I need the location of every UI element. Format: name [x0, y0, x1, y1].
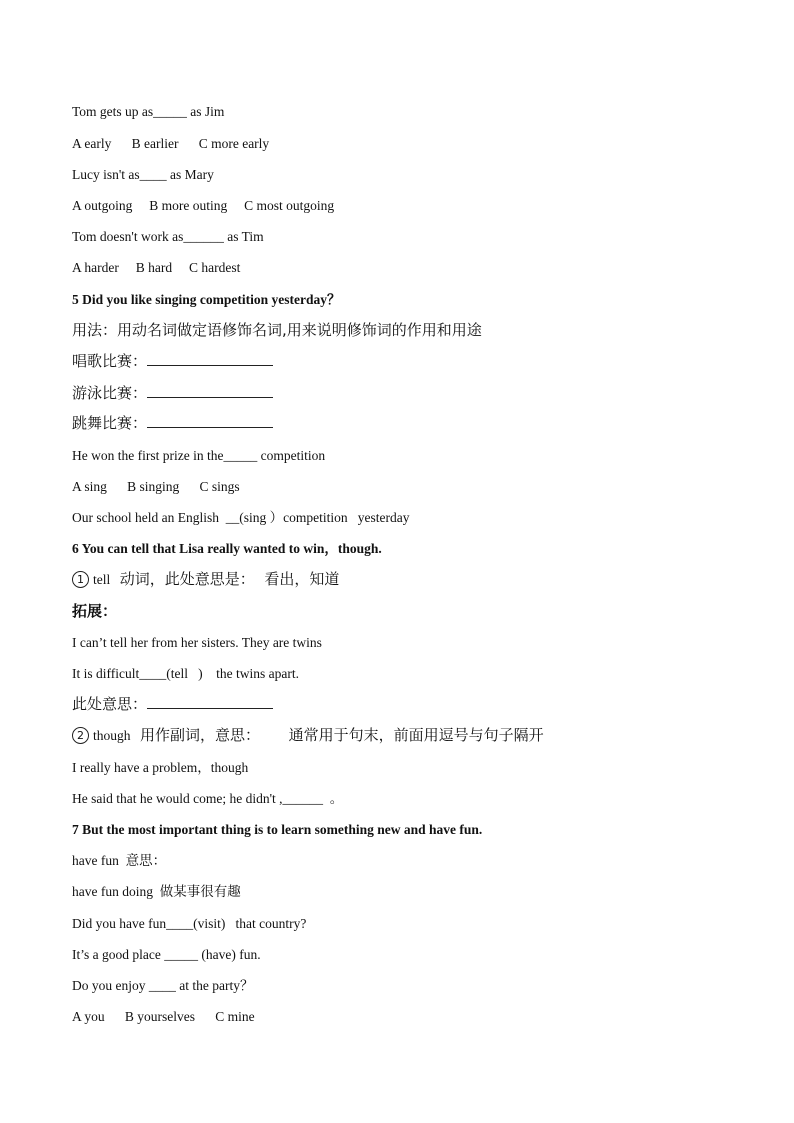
circled-number: 1 [72, 571, 89, 588]
numbered-note: 1 tell 动词，此处意思是： 看出，知道 [72, 570, 339, 589]
answer-blank [147, 415, 273, 428]
question-line: Our school held an English __(sing ）competition yesterday [72, 510, 410, 525]
question-line: He said that he would come; he didn't ,______ 。 [72, 791, 344, 806]
question-line: Did you have fun____(visit) that country? [72, 916, 307, 931]
example-sentence: I can’t tell her from her sisters. They are twins [72, 635, 322, 650]
phrase-note: have fun doing 做某事很有趣 [72, 884, 241, 899]
answer-options: A you B yourselves C mine [72, 1009, 255, 1024]
answer-blank [147, 696, 273, 709]
answer-options: A sing B singing C sings [72, 479, 240, 494]
usage-note: 用法：用动名词做定语修饰名词,用来说明修饰词的作用和用途 [72, 321, 482, 339]
answer-blank [147, 353, 273, 366]
section-heading-6: 6 You can tell that Lisa really wanted to win，though. [72, 541, 382, 556]
expand-heading: 拓展： [72, 602, 118, 620]
question-line: It is difficult____(tell ) the twins apart. [72, 666, 299, 681]
answer-options: A outgoing B more outing C most outgoing [72, 198, 335, 213]
question-line: Tom doesn't work as______ as Tim [72, 229, 264, 244]
answer-blank [147, 385, 273, 398]
section-heading-7: 7 But the most important thing is to learn something new and have fun. [72, 822, 483, 837]
fill-in-line: 此处意思： [72, 695, 273, 713]
phrase-note: have fun 意思： [72, 853, 167, 868]
question-line: Do you enjoy ____ at the party？ [72, 978, 254, 993]
circled-number: 2 [72, 727, 89, 744]
fill-in-line: 唱歌比赛： [72, 352, 273, 370]
numbered-note: 2 though 用作副词，意思： 通常用于句末，前面用逗号与句子隔开 [72, 726, 544, 745]
answer-options: A early B earlier C more early [72, 136, 270, 151]
question-line: It’s a good place _____ (have) fun. [72, 947, 261, 962]
section-heading-5: 5 Did you like singing competition yesterday？ [72, 292, 341, 307]
fill-in-line: 游泳比赛： [72, 384, 273, 402]
question-line: Lucy isn't as____ as Mary [72, 167, 214, 182]
question-line: Tom gets up as_____ as Jim [72, 104, 225, 119]
answer-options: A harder B hard C hardest [72, 260, 241, 275]
example-sentence: I really have a problem，though [72, 760, 249, 775]
fill-in-line: 跳舞比赛： [72, 414, 273, 432]
question-line: He won the first prize in the_____ competition [72, 448, 326, 463]
